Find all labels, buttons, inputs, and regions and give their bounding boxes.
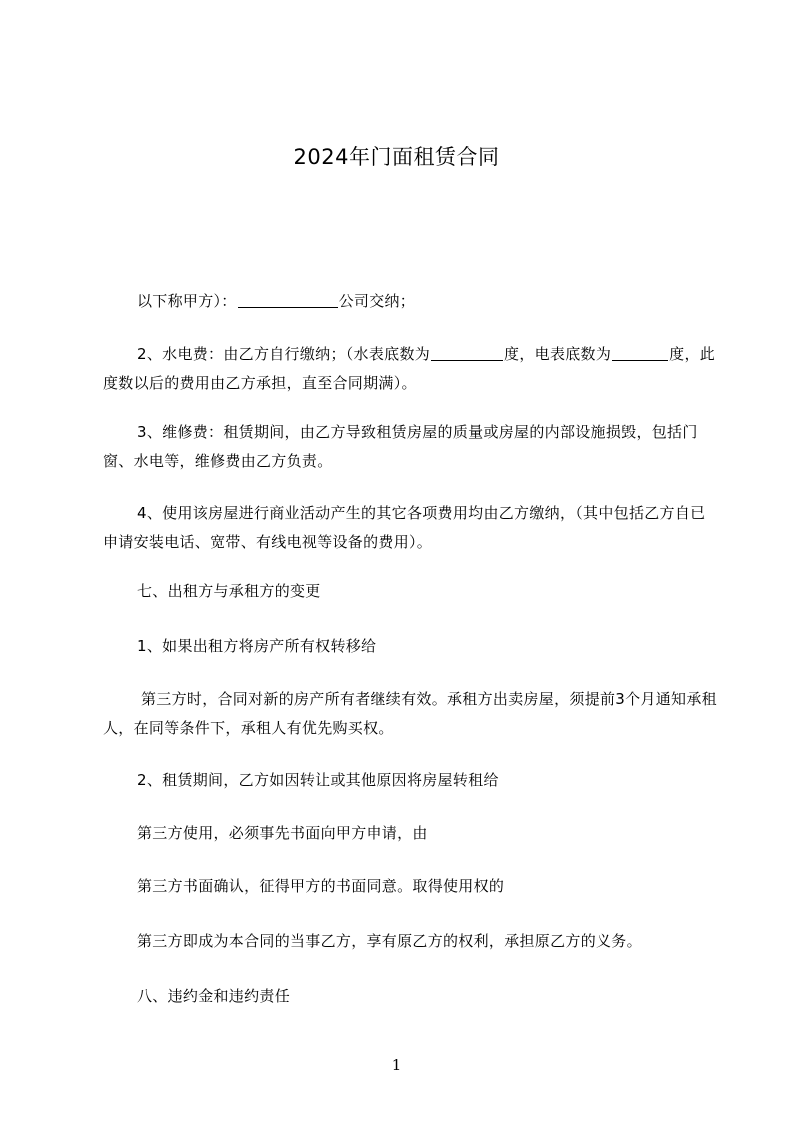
electric-meter-blank (612, 346, 668, 361)
paragraph-party-a-payment (103, 287, 718, 316)
paragraph-third-party-validity: 第三方时，合同对新的房产所有者继续有效。承租方出卖房屋，须提前3个月通知承租人，在同等条件下，承租人有优先购买权。 (103, 690, 717, 737)
paragraph-text: 度，电表底数为 (504, 345, 612, 363)
paragraph-ownership-transfer: 1、如果出租方将房产所有权转移给 (137, 637, 377, 655)
section-heading-breach: 八、违约金和违约责任 (137, 987, 291, 1005)
paragraph-third-party-confirmation: 第三方书面确认，征得甲方的书面同意。取得使用权的 (137, 877, 505, 895)
paragraph-third-party-application: 第三方使用，必须事先书面向甲方申请，由 (137, 824, 428, 842)
section-heading-changes: 七、出租方与承租方的变更 (137, 582, 321, 600)
fill-in-blank (238, 293, 338, 308)
page-number: 1 (391, 1056, 402, 1074)
page-title: 2024年门面租赁合同 (293, 145, 500, 169)
paragraph-text: 以下称甲方）： (137, 292, 237, 310)
paragraph-text: 度，此度数以后的费用由乙方承担，直至合同期满）。 (103, 345, 716, 392)
paragraph-other-fees: 4、使用该房屋进行商业活动产生的其它各项费用均由乙方缴纳，（其中包括乙方自已申请安装电话、宽带、有线电视等设备的费用）。 (103, 504, 706, 551)
paragraph-text: 公司交纳； (338, 292, 416, 310)
paragraph-sublease: 2、租赁期间，乙方如因转让或其他原因将房屋转租给 (137, 771, 499, 789)
water-meter-blank (431, 346, 503, 361)
paragraph-utilities (103, 340, 718, 398)
paragraph-third-party-rights: 第三方即成为本合同的当事乙方，享有原乙方的权利，承担原乙方的义务。 (137, 932, 642, 950)
paragraph-text: 2、水电费：由乙方自行缴纳；（水表底数为 (137, 345, 431, 363)
paragraph-maintenance: 3、维修费：租赁期间，由乙方导致租赁房屋的质量或房屋的内部设施损毁，包括门窗、水电等，维修费由乙方负责。 (103, 423, 698, 470)
